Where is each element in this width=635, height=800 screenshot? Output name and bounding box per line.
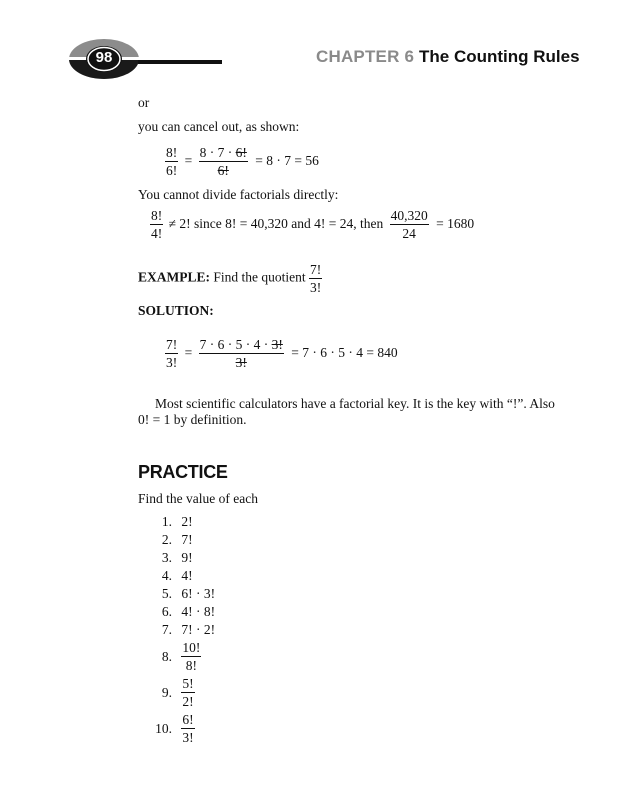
chapter-label: CHAPTER 6: [316, 47, 415, 66]
fraction: $\frac{5!}{2!}$: [182, 676, 194, 709]
list-item: 9. $\frac{5!}{2!}$: [161, 676, 194, 709]
fraction: $\frac{6!}{3!}$: [182, 712, 194, 745]
paragraph-line-1: Most scientific calculators have a factorial key. It is the key with “!”. Also: [155, 396, 555, 411]
list-item: 10. $\frac{6!}{3!}$: [155, 712, 194, 745]
fraction: $\frac{8!}{4!}$: [151, 208, 163, 241]
list-item: 5. 6! · 3!: [161, 586, 216, 601]
fraction: $\frac{40,320}{24}$: [390, 208, 428, 241]
list-item: 7. 7! · 2!: [161, 622, 216, 637]
list-item: 3. 9!: [161, 550, 193, 565]
practice-heading: PRACTICE: [138, 462, 228, 482]
practice-instruction: Find the value of each: [138, 491, 258, 506]
fraction: $\frac{7!}{3!}$: [310, 262, 322, 295]
fraction: $\frac{7 \cdot 6 \cdot 5 \cdot 4 \cdot 3!}{3!}$: [199, 337, 283, 370]
fraction: $\frac{8 \cdot 7 \cdot 6!}{6!}$: [199, 145, 247, 178]
fraction: $\frac{8!}{6!}$: [166, 145, 178, 178]
equation-not-equal: $\frac{8!}{4!}$ ≠ 2! since 8! = 40,320 and 4! = 24, then $\frac{40,320}{24}$ = 1680: [151, 208, 475, 241]
equation-cancel-8-6: $\frac{8!}{6!}$ = $\frac{8 \cdot 7 \cdot 6!}{6!}$ = 8 · 7 = 56: [166, 145, 319, 178]
example-line: EXAMPLE: Find the quotient $\frac{7!}{3!}$: [138, 262, 322, 295]
fraction: $\frac{7!}{3!}$: [166, 337, 178, 370]
list-item: 4. 4!: [161, 568, 193, 583]
list-item: 6. 4! · 8!: [161, 604, 216, 619]
equation-solution: $\frac{7!}{3!}$ = $\frac{7 \cdot 6 \cdot 5 \cdot 4 \cdot 3!}{3!}$ = 7 · 6 · 5 · 4 = 840: [166, 337, 398, 370]
text-cancel-intro: you can cancel out, as shown:: [138, 119, 300, 134]
fraction: $\frac{10!}{8!}$: [182, 640, 201, 673]
page-number: 98: [95, 49, 113, 66]
list-item: 1. 2!: [161, 514, 193, 529]
list-item: 2. 7!: [161, 532, 193, 547]
text-or: or: [138, 95, 150, 110]
paragraph-line-2: 0! = 1 by definition.: [138, 412, 247, 427]
text-no-divide: You cannot divide factorials directly:: [138, 187, 339, 202]
chapter-title: The Counting Rules: [419, 47, 580, 66]
solution-label: SOLUTION:: [138, 303, 214, 318]
list-item: 8. $\frac{10!}{8!}$: [161, 640, 201, 673]
header-rule: [138, 60, 222, 64]
